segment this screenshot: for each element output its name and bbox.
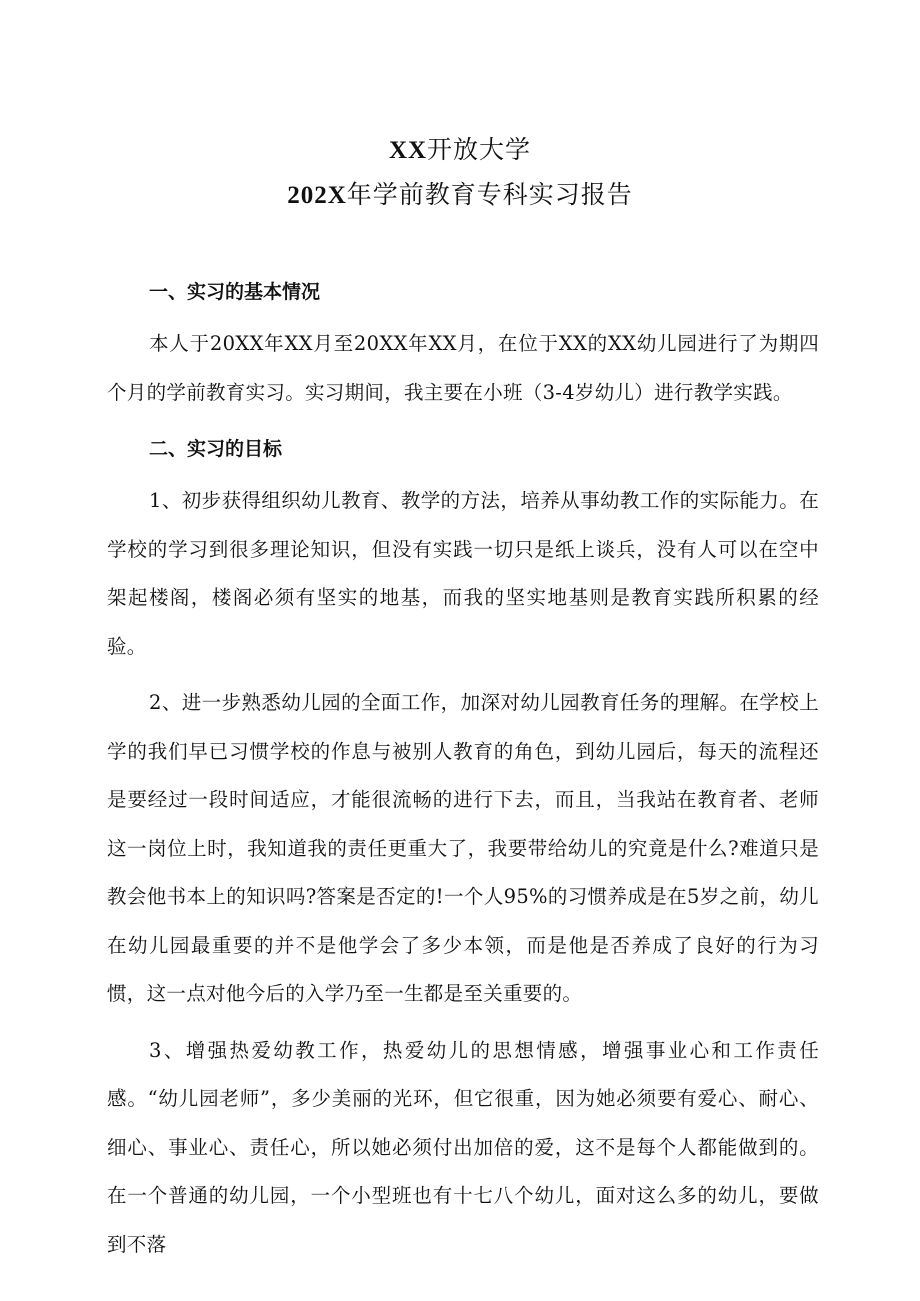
paragraph-basic-info: 本人于20XX年XX月至20XX年XX月，在位于XX的XX幼儿园进行了为期四个月的学前教育实习。实习期间，我主要在小班（3-4岁幼儿）进行教学实践。 (107, 332, 819, 404)
section-heading-goals: 二、实习的目标 (149, 438, 283, 460)
title-line-university (0, 128, 920, 173)
title-report-year: 202X (287, 182, 347, 209)
title-university-prefix: XX (388, 137, 428, 164)
paragraph-goal-3: 3、增强热爱幼教工作，热爱幼儿的思想情感，增强事业心和工作责任感。“幼儿园老师”，多少美丽的光环，但它很重，因为她必须要有爱心、耐心、细心、事业心、责任心，所以她必须付出加倍的爱，这不是每个人都能做到的。在一个普通的幼儿园，一个小型班也有十七八个幼儿，面对这么多的幼儿，要做到不落 (107, 1038, 819, 1256)
document-title (0, 128, 920, 218)
section-heading-basic-info: 一、实习的基本情况 (149, 281, 321, 303)
title-university-name: 开放大学 (427, 135, 532, 164)
title-report-name: 年学前教育专科实习报告 (346, 180, 633, 209)
document-body (107, 272, 819, 1269)
paragraph-goal-2: 2、进一步熟悉幼儿园的全面工作，加深对幼儿园教育任务的理解。在学校上学的我们早已习惯学校的作息与被别人教育的角色，到幼儿园后，每天的流程还是要经过一段时间适应，才能很流畅的进行下去，而且，当我站在教育者、老师这一岗位上时，我知道我的责任更重大了，我要带给幼儿的究竟是什么?难道只是教会他书本上的知识吗?答案是否定的!一个人95%的习惯养成是在5岁之前，幼儿在幼儿园最重要的并不是他学会了多少本领，而是他是否养成了良好的行为习惯，这一点对他今后的入学乃至一生都是至关重要的。 (107, 691, 819, 1005)
paragraph-goal-1: 1、初步获得组织幼儿教育、教学的方法，培养从事幼教工作的实际能力。在学校的学习到很多理论知识，但没有实践一切只是纸上谈兵，没有人可以在空中架起楼阁，楼阁必须有坚实的地基，而我的坚实地基则是教育实践所积累的经验。 (107, 489, 819, 658)
title-line-report (0, 173, 920, 218)
